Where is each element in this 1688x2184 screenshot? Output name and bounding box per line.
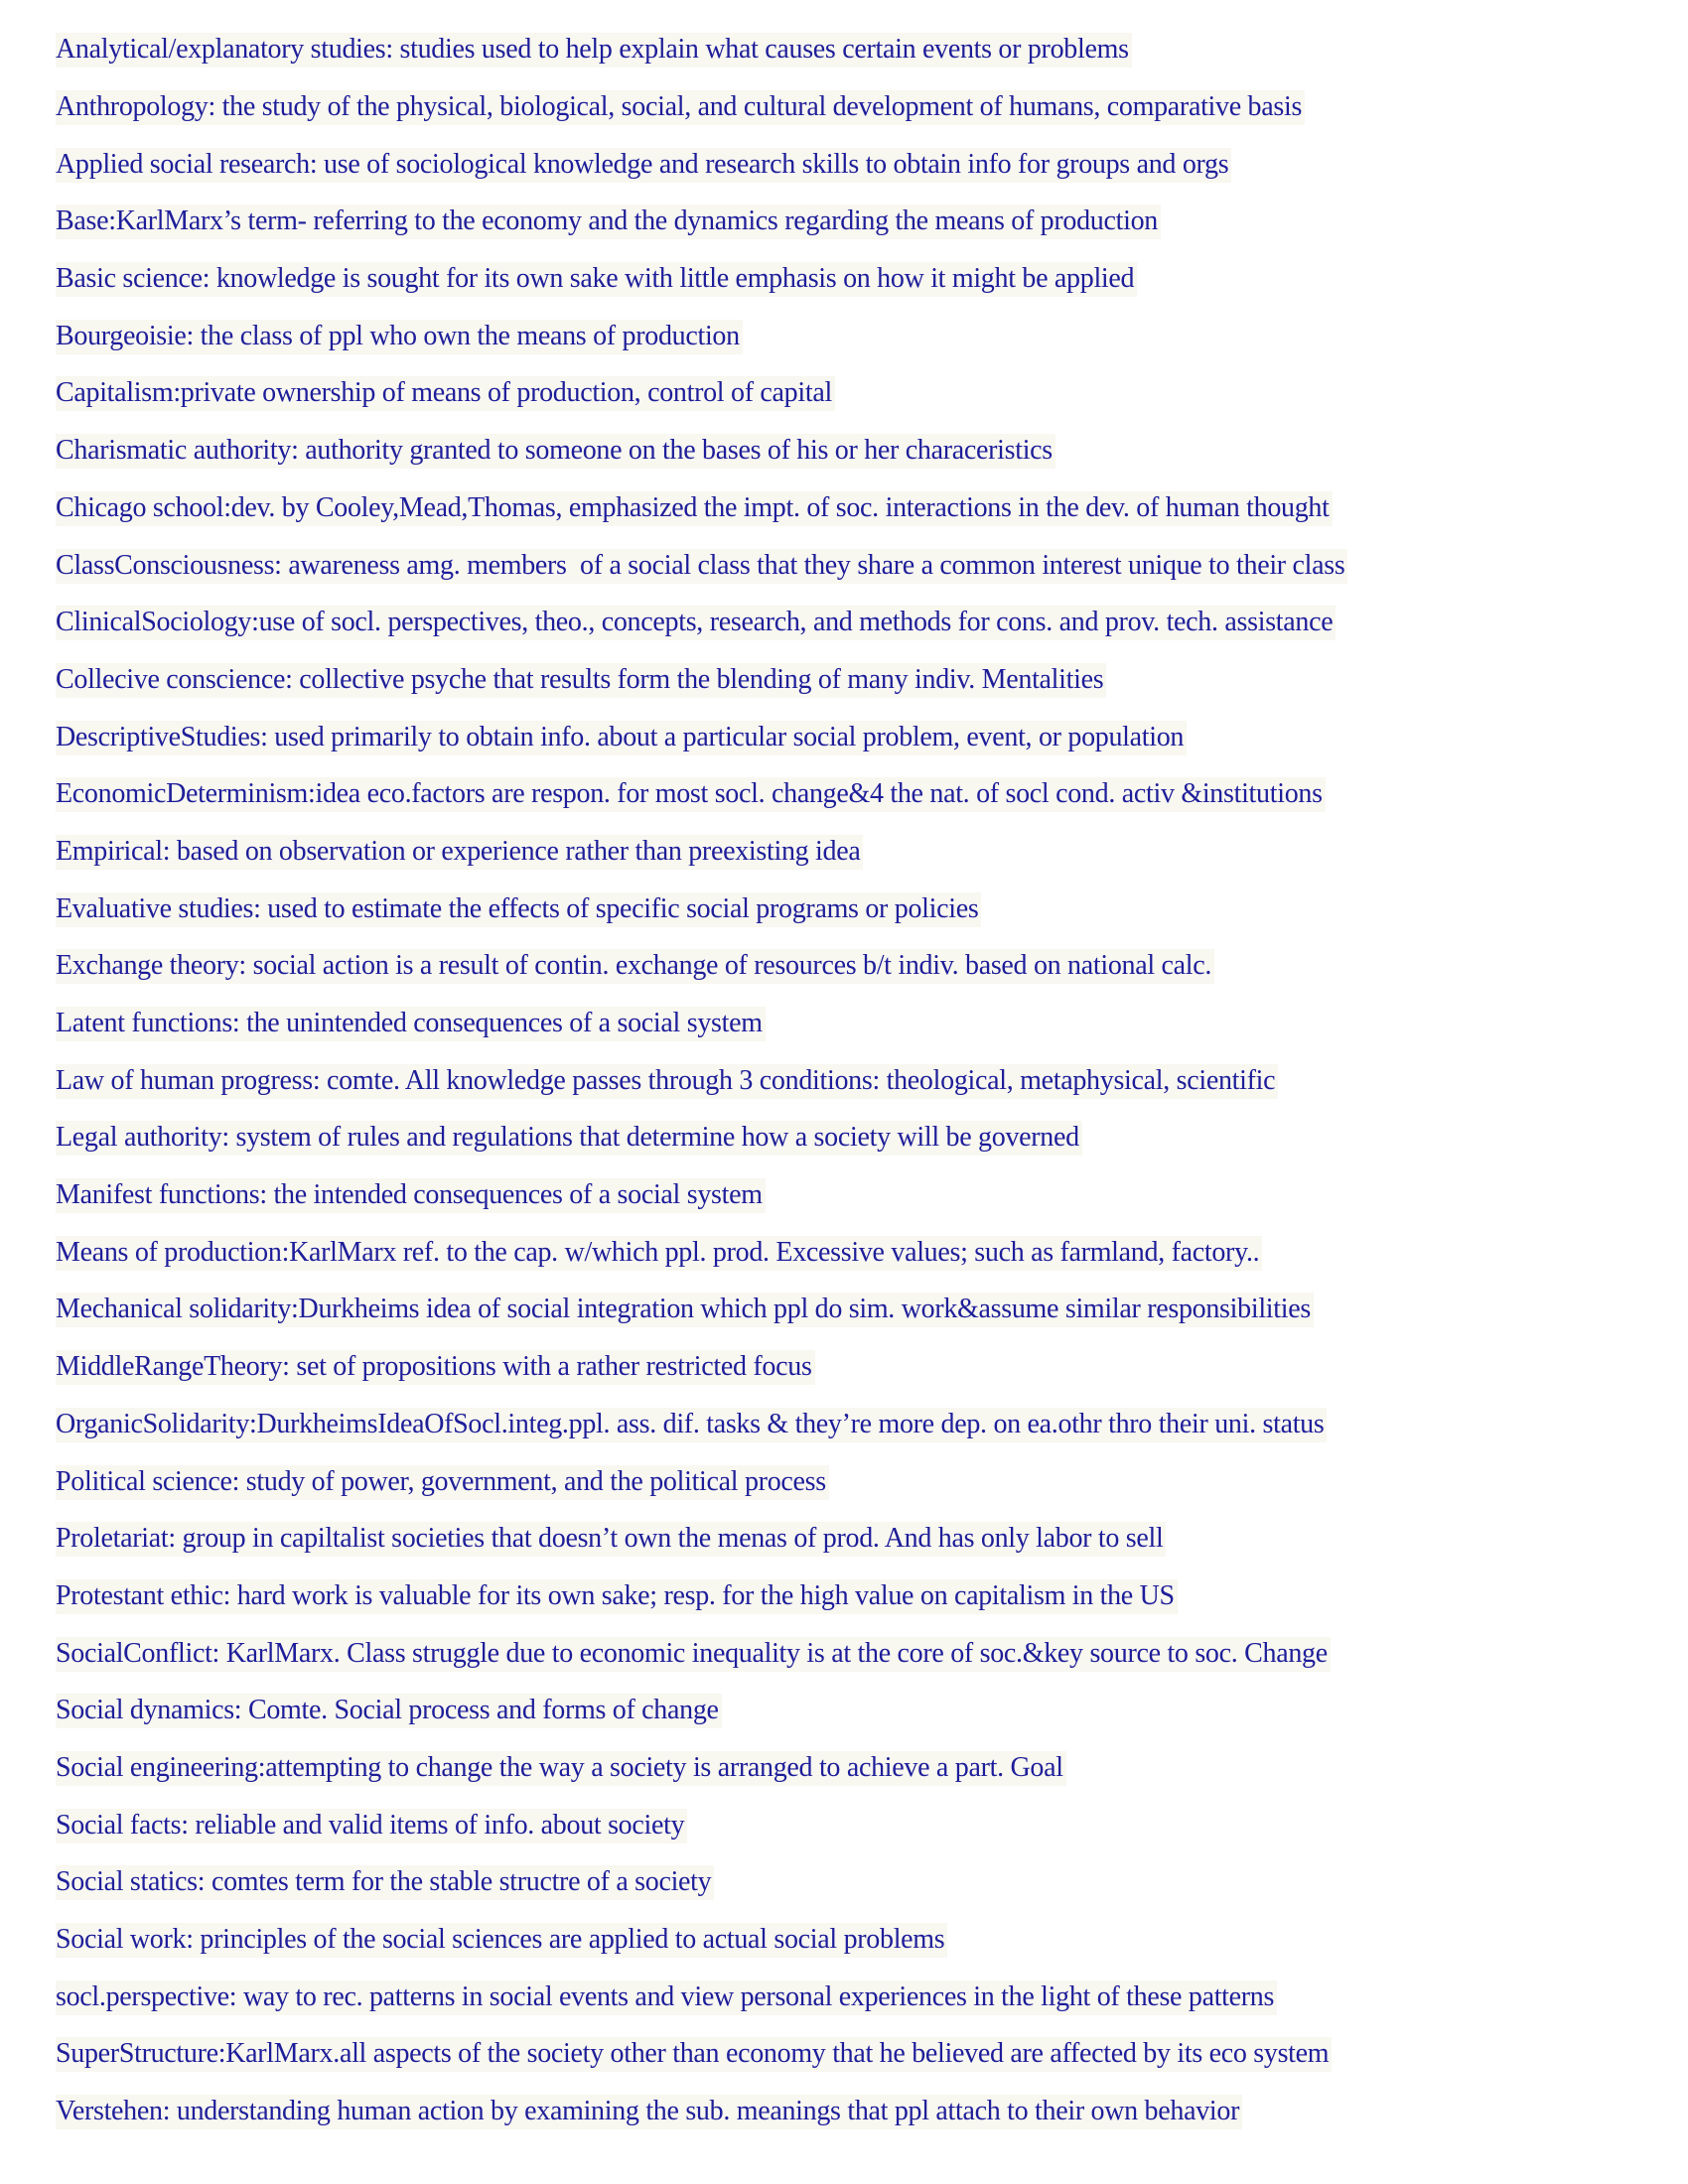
definition-line: [56, 709, 1658, 766]
definition-text: Political science: study of power, government, and the political process: [56, 1465, 829, 1500]
definition-text: Analytical/explanatory studies: studies used to help explain what causes certain events or problems: [56, 33, 1132, 68]
definition-text: MiddleRangeTheory: set of propositions with a rather restricted focus: [56, 1350, 815, 1385]
definition-line: [56, 480, 1658, 538]
definition-text: Applied social research: use of sociological knowledge and research skills to obtain info for groups and orgs: [56, 148, 1231, 183]
definition-line: [56, 1625, 1658, 1683]
definition-line: [56, 136, 1658, 194]
definition-line: [56, 766, 1658, 824]
definition-line: [56, 824, 1658, 882]
definition-line: [56, 1854, 1658, 1912]
definition-line: [56, 537, 1658, 595]
definition-text: Social work: principles of the social sciences are applied to actual social problems: [56, 1923, 947, 1958]
definition-text: Capitalism:private ownership of means of production, control of capital: [56, 376, 835, 411]
definition-line: [56, 194, 1658, 251]
definition-text: Means of production:KarlMarx ref. to the cap. w/which ppl. prod. Excessive values; such as farmland, factory..: [56, 1236, 1262, 1271]
definition-text: ClassConsciousness: awareness amg. members of a social class that they share a common interest unique to their class: [56, 549, 1347, 584]
definition-text: Evaluative studies: used to estimate the effects of specific social programs or policies: [56, 892, 981, 927]
definition-line: [56, 2026, 1658, 2084]
definition-line: [56, 1339, 1658, 1397]
definition-line: [56, 365, 1658, 423]
definition-line: [56, 1912, 1658, 1970]
definition-text: Verstehen: understanding human action by examining the sub. meanings that ppl attach to their own behavior: [56, 2095, 1242, 2129]
definition-line: [56, 1052, 1658, 1110]
definition-line: [56, 1453, 1658, 1511]
definition-line: [56, 881, 1658, 938]
definition-text: Bourgeoisie: the class of ppl who own the means of production: [56, 320, 743, 354]
definition-line: [56, 22, 1658, 79]
definition-line: [56, 1740, 1658, 1798]
definition-line: [56, 1569, 1658, 1626]
definition-line: [56, 652, 1658, 710]
definition-text: Social facts: reliable and valid items of info. about society: [56, 1809, 687, 1843]
definition-line: [56, 1224, 1658, 1282]
definition-text: Social dynamics: Comte. Social process and forms of change: [56, 1694, 722, 1728]
definition-line: [56, 1167, 1658, 1225]
definition-line: [56, 2084, 1658, 2141]
definition-line: [56, 1511, 1658, 1569]
definition-line: [56, 423, 1658, 480]
definition-text: Legal authority: system of rules and regulations that determine how a society will be governed: [56, 1121, 1082, 1156]
definition-text: ClinicalSociology:use of socl. perspectives, theo., concepts, research, and methods for cons. and prov. tech. assistance: [56, 606, 1336, 640]
definition-line: [56, 938, 1658, 996]
definition-text: Charismatic authority: authority granted to someone on the bases of his or her characeristics: [56, 434, 1055, 469]
definition-text: SuperStructure:KarlMarx.all aspects of the society other than economy that he believed are affected by its eco system: [56, 2037, 1332, 2072]
definition-line: [56, 79, 1658, 137]
definition-line: [56, 1683, 1658, 1740]
definition-line: [56, 251, 1658, 309]
definition-text: Anthropology: the study of the physical, biological, social, and cultural development of humans, comparative basis: [56, 90, 1305, 125]
definition-text: Proletariat: group in capiltalist societies that doesn’t own the menas of prod. And has only labor to sell: [56, 1522, 1166, 1557]
definition-line: [56, 1797, 1658, 1854]
definition-line: [56, 1282, 1658, 1339]
definition-line: [56, 996, 1658, 1053]
definition-text: SocialConflict: KarlMarx. Class struggle due to economic inequality is at the core of soc.&key source to soc. Change: [56, 1637, 1331, 1672]
definition-text: OrganicSolidarity:DurkheimsIdeaOfSocl.integ.ppl. ass. dif. tasks & they’re more dep. on ea.othr thro their uni. status: [56, 1408, 1327, 1442]
definition-text: Mechanical solidarity:Durkheims idea of social integration which ppl do sim. work&assume similar responsibilities: [56, 1293, 1314, 1327]
definition-text: EconomicDeterminism:idea eco.factors are respon. for most socl. change&4 the nat. of socl cond. activ &institutions: [56, 777, 1326, 812]
definition-text: socl.perspective: way to rec. patterns in social events and view personal experiences in the light of these patterns: [56, 1980, 1277, 2015]
definition-text: Chicago school:dev. by Cooley,Mead,Thomas, emphasized the impt. of soc. interactions in the dev. of human thought: [56, 491, 1333, 526]
definition-line: [56, 1397, 1658, 1454]
definition-text: Empirical: based on observation or experience rather than preexisting idea: [56, 835, 863, 870]
definition-text: Basic science: knowledge is sought for its own sake with little emphasis on how it might be applied: [56, 262, 1137, 297]
definition-line: [56, 308, 1658, 365]
definition-text: Manifest functions: the intended consequences of a social system: [56, 1178, 766, 1213]
definition-text: DescriptiveStudies: used primarily to obtain info. about a particular social problem, event, or population: [56, 721, 1187, 755]
definition-line: [56, 595, 1658, 652]
definition-line: [56, 1969, 1658, 2026]
definition-text: Social statics: comtes term for the stable structre of a society: [56, 1865, 714, 1900]
definition-line: [56, 1110, 1658, 1167]
definition-text: Base:KarlMarx’s term- referring to the economy and the dynamics regarding the means of production: [56, 205, 1161, 239]
definition-text: Latent functions: the unintended consequences of a social system: [56, 1007, 766, 1041]
definition-text: Protestant ethic: hard work is valuable for its own sake; resp. for the high value on capitalism in the US: [56, 1579, 1178, 1614]
definition-text: Collecive conscience: collective psyche that results form the blending of many indiv. Mentalities: [56, 663, 1106, 698]
definition-text: Law of human progress: comte. All knowledge passes through 3 conditions: theological, metaphysical, scientific: [56, 1064, 1278, 1099]
definition-text: Exchange theory: social action is a result of contin. exchange of resources b/t indiv. based on national calc.: [56, 949, 1214, 984]
definition-text: Social engineering:attempting to change the way a society is arranged to achieve a part. Goal: [56, 1751, 1066, 1786]
